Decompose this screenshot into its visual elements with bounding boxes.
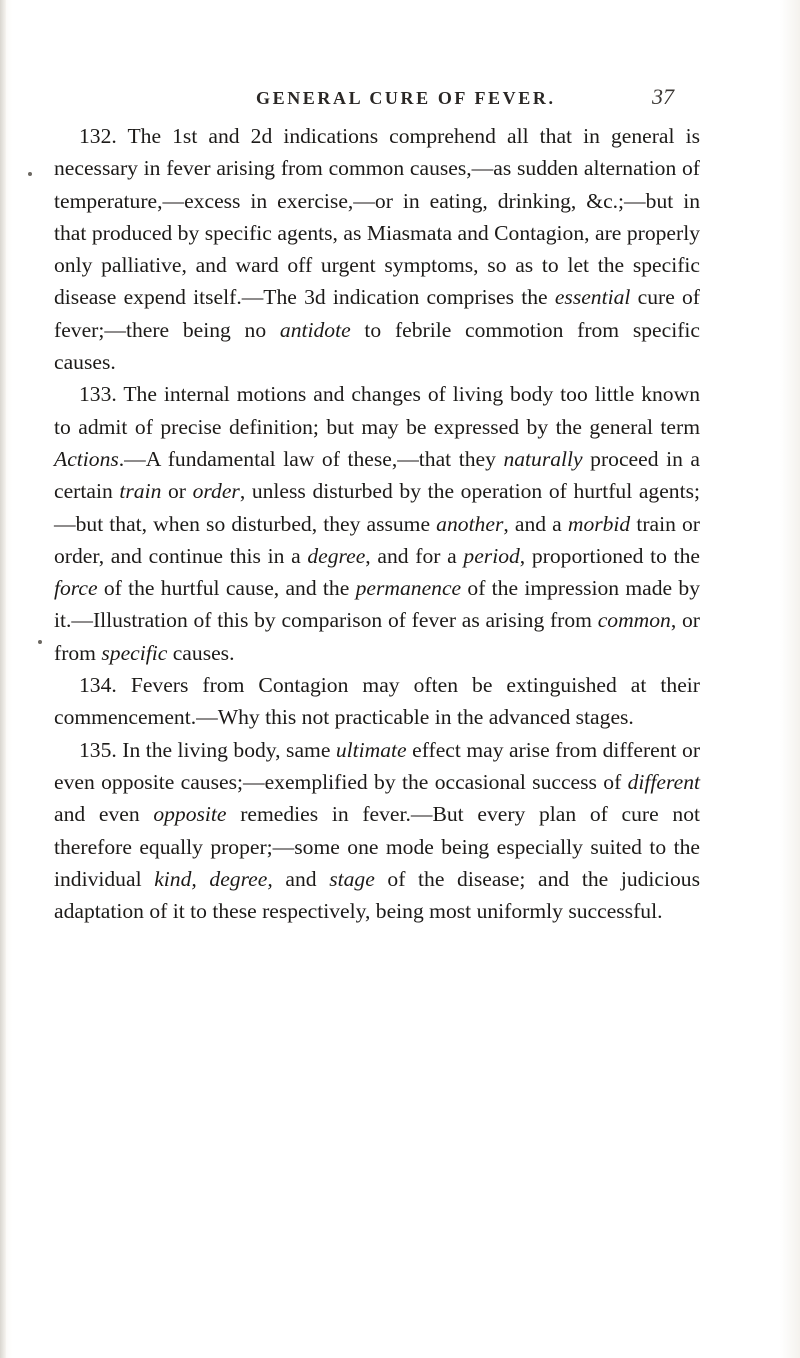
italic-text-run: period [463, 543, 520, 568]
section-number: 132. [79, 124, 117, 148]
page-edge-shadow [0, 0, 6, 1358]
italic-text-run: morbid [567, 511, 631, 536]
italic-text-run: degree [307, 543, 366, 568]
text-run: , and a [503, 511, 568, 536]
page-number: 37 [652, 84, 674, 109]
text-run: and even [54, 802, 154, 827]
text-run: The internal motions and changes of living body too little known to admit of precise definition; but may be expressed by the general term [54, 382, 700, 439]
text-run: Fevers from Contagion may often be extinguished at their commencement.—Why this not practicable in the advanced stages. [54, 673, 700, 730]
text-run: In the living body, same [116, 737, 336, 762]
italic-text-run: naturally [503, 446, 583, 471]
italic-text-run: common [597, 608, 671, 633]
body-text [54, 120, 700, 927]
text-run: The 1st and 2d indications comprehend all that in general is necessary in fever arising from common causes,—as sudden alternation of temperature,—excess in exercise,—or in eating, drinking, &c.;—but in that produced by specific agents, as Miasmata and Contagion, are properly only palliative, and ward off urgent symptoms, so as to let the specific disease expend itself.—The 3d indication comprises the [54, 124, 700, 310]
italic-text-run: permanence [355, 576, 462, 601]
section-number: 134. [79, 673, 117, 698]
text-run: and [272, 866, 330, 891]
text-run: effect may arise from different or even opposite causes;—exemplified by the occasional success of [54, 737, 701, 794]
text-run: to febrile commotion from specific causes. [54, 317, 700, 375]
italic-text-run: different [627, 769, 700, 794]
margin-speck [38, 640, 42, 644]
text-run: , unless disturbed by the operation of hurtful agents;—but that, when so disturbed, they assume [54, 479, 700, 536]
italic-text-run: kind, degree, [154, 866, 273, 891]
text-run: .—A fundamental law of these,—that they [118, 446, 504, 471]
italic-text-run: Actions [54, 446, 119, 471]
text-run: causes. [167, 640, 235, 665]
italic-text-run: stage [329, 866, 375, 891]
section-number: 133. [79, 382, 117, 407]
text-run: of the impression made by it.—Illustration of this by comparison of fever as arising from [54, 576, 701, 633]
text-run: train or order, and continue this in a [54, 511, 700, 568]
text-run: remedies in fever.—But every plan of cure not therefore equally proper;—some one mode being especially suited to the individual [54, 802, 700, 891]
section-paragraph [54, 120, 700, 378]
section-paragraph [54, 669, 700, 734]
italic-text-run: opposite [153, 802, 227, 827]
text-run: cure of fever;—there being no [54, 285, 700, 342]
section-number: 135. [79, 737, 117, 762]
text-run: , proportioned to the [519, 543, 700, 568]
section-paragraph [54, 734, 700, 928]
text-run: proceed in a certain [54, 446, 700, 504]
text-run: or [161, 479, 193, 504]
section-paragraph [54, 378, 700, 669]
text-run: of the disease; and the judicious adaptation of it to these respectively, being most uniformly successful. [54, 866, 701, 924]
italic-text-run: ultimate [335, 737, 407, 762]
running-title: GENERAL CURE OF FEVER. [256, 88, 556, 108]
italic-text-run: antidote [279, 317, 351, 342]
italic-text-run: another [436, 511, 504, 536]
italic-text-run: order [192, 479, 240, 504]
italic-text-run: specific [101, 640, 168, 665]
text-run: , and for a [365, 543, 464, 568]
italic-text-run: essential [554, 285, 631, 310]
italic-text-run: force [54, 576, 98, 601]
margin-speck [28, 172, 32, 176]
text-run: , or from [54, 608, 700, 665]
italic-text-run: train [119, 479, 162, 504]
text-run: of the hurtful cause, and the [97, 576, 356, 601]
